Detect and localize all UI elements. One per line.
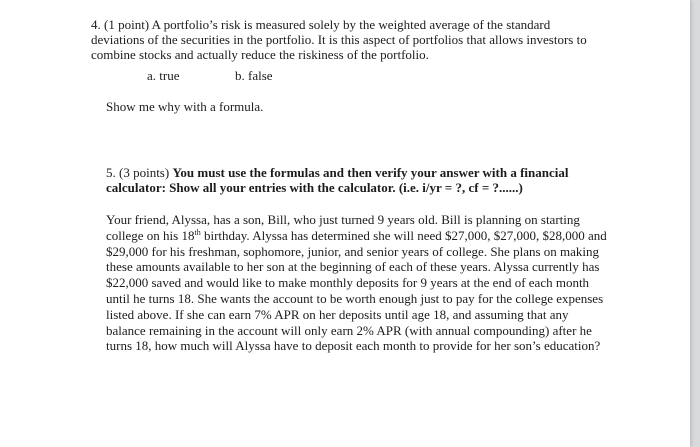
question-4-line: combine stocks and actually reduce the riskiness of the portfolio.	[91, 47, 429, 62]
question-5-heading	[106, 165, 569, 195]
question-5-number-points: 5. (3 points)	[106, 165, 173, 180]
question-5-bold-instruction: You must use the formulas and then verify your answer with a financial	[172, 165, 569, 180]
question-4-instruction: Show me why with a formula.	[106, 99, 264, 114]
question-5-heading-line-2	[106, 180, 569, 195]
ordinal-superscript: th	[194, 227, 201, 237]
problem-line-2-post: birthday. Alyssa has determined she will need $27,000, $27,000, $28,000 and	[200, 227, 607, 243]
problem-line: balance remaining in the account will only earn 2% APR (with annual compounding) after he	[106, 322, 592, 338]
option-b: b. false	[235, 68, 273, 83]
question-4-text	[91, 17, 587, 62]
problem-line: $29,000 for his freshman, sophomore, junior, and senior years of college. She plans on making	[106, 243, 600, 259]
question-5-heading-line-1	[106, 165, 569, 180]
question-5-problem	[106, 212, 607, 354]
problem-line	[106, 228, 607, 244]
problem-line: these amounts available to her son at the beginning of each of these years. Alyssa currently has	[106, 259, 600, 275]
problem-line: $22,000 saved and would like to make monthly deposits for 9 years at the end of each month	[106, 275, 590, 291]
option-a: a. true	[147, 68, 180, 83]
question-5-bold-instruction-cont: calculator: Show all your entries with the calculator. (i.e. i/yr = ?, cf = ?......)	[106, 180, 523, 195]
question-4-line: 4. (1 point) A portfolio’s risk is measured solely by the weighted average of the standard	[91, 17, 551, 32]
problem-line: listed above. If she can earn 7% APR on her deposits until age 18, and assuming that any	[106, 306, 569, 322]
question-4-line: deviations of the securities in the portfolio. It is this aspect of portfolios that allows investors to	[91, 32, 587, 47]
problem-line: Your friend, Alyssa, has a son, Bill, who just turned 9 years old. Bill is planning on starting	[106, 212, 580, 227]
problem-line-2-pre: college on his 18	[106, 227, 195, 243]
problem-line: turns 18, how much will Alyssa have to deposit each month to provide for her son’s education?	[106, 338, 601, 354]
problem-line: until he turns 18. She wants the account to be worth enough just to pay for the college expenses	[106, 290, 604, 306]
